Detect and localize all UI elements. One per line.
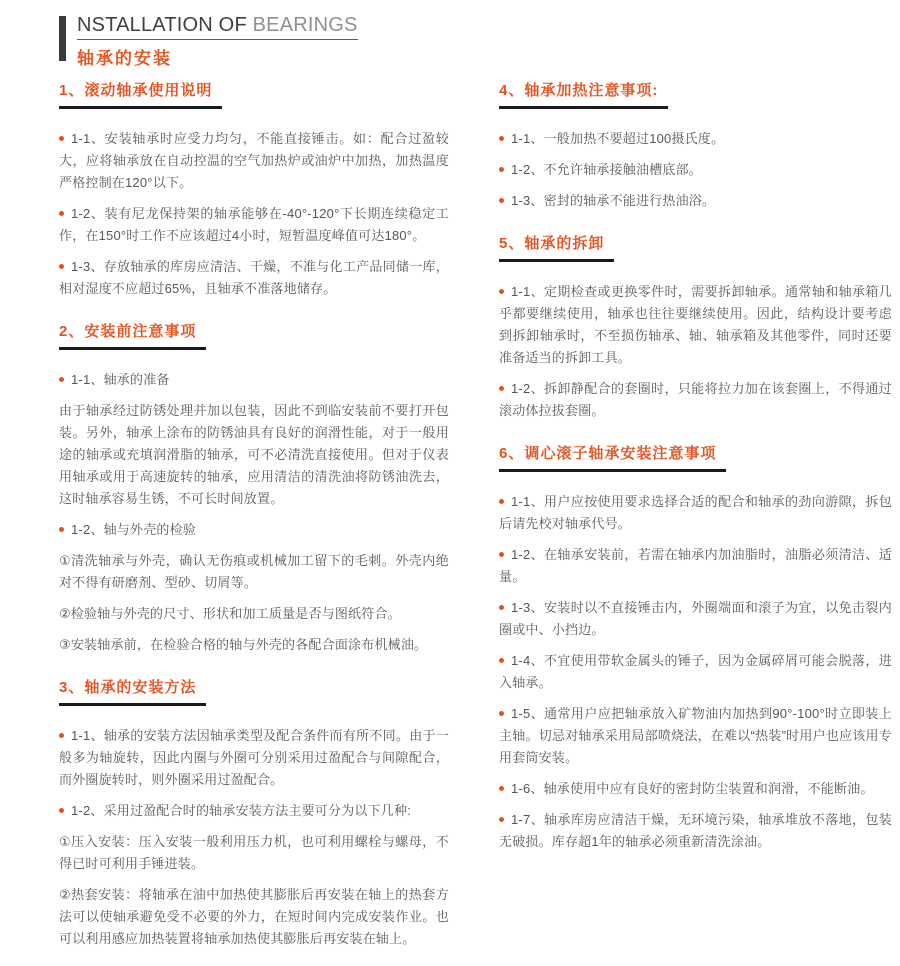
item-text: 1-2、采用过盈配合时的轴承安装方法主要可分为以下几种: [71,803,412,818]
section-heading: 1、滚动轴承使用说明 [59,79,222,109]
item-text: 1-6、轴承使用中应有良好的密封防尘装置和润滑，不能断油。 [511,781,874,796]
section [499,79,892,212]
item-text: 1-4、不宜使用带软金属头的锤子，因为金属碎屑可能会脱落，进入轴承。 [499,653,892,690]
section-heading: 3、轴承的安装方法 [59,676,206,706]
item-text: 1-1、用户应按使用要求选择合适的配合和轴承的劲向游隙，拆包后请先校对轴承代号。 [499,494,892,531]
bullet-item [499,544,892,588]
bullet-item [499,159,892,181]
bullet-icon [499,198,504,203]
bullet-item [499,597,892,641]
section [59,676,449,950]
bullet-item [499,778,892,800]
paragraph [59,603,449,625]
item-text: 1-1、定期检查或更换零件时，需要拆卸轴承。通常轴和轴承箱几乎都要继续使用，轴承也往往要继续使用。因此，结构设计要考虑到拆卸轴承时，不至损伤轴承、轴、轴承箱及其他零件，同时还要准备适当的拆卸工具。 [499,284,892,365]
paragraph [59,634,449,656]
section [59,320,449,656]
bullet-item [499,378,892,422]
bullet-item [59,800,449,822]
bullet-icon [59,264,64,269]
bullet-icon [499,658,504,663]
section [499,232,892,422]
bullet-icon [499,499,504,504]
bullet-icon [59,377,64,382]
bullet-icon [499,136,504,141]
paragraph [59,831,449,875]
bullet-icon [59,527,64,532]
bullet-icon [59,136,64,141]
item-text: ①清洗轴承与外壳，确认无伤痕或机械加工留下的毛刺。外壳内绝对不得有研磨剂、型砂、切屑等。 [59,553,449,590]
section-heading: 2、安装前注意事项 [59,320,206,350]
bullet-item [499,650,892,694]
item-text: 1-1、一般加热不要超过100摄氏度。 [511,131,725,146]
bullet-item [499,703,892,769]
paragraph [59,550,449,594]
section-heading: 4、轴承加热注意事项: [499,79,668,109]
title-accent-bar [59,16,66,61]
bullet-icon [59,808,64,813]
item-text: ②检验轴与外壳的尺寸、形状和加工质量是否与图纸符合。 [59,606,401,621]
item-text: 1-2、不允许轴承接触油槽底部。 [511,162,702,177]
bullet-icon [499,167,504,172]
bullet-icon [499,386,504,391]
bullet-item [59,369,449,391]
item-text: 1-1、轴承的安装方法因轴承类型及配合条件而有所不同。由于一般多为轴旋转，因此内圈与外圈可分别采用过盈配合与间隙配合，而外圈旋转时，则外圈采用过盈配合。 [59,728,449,787]
item-text: 1-3、密封的轴承不能进行热油浴。 [511,193,716,208]
page-header [59,14,358,69]
section [59,79,449,300]
bullet-item [499,491,892,535]
bullet-icon [499,711,504,716]
item-text: 1-3、安装时以不直接锤击内，外圈端面和滚子为宜，以免击裂内圈或中、小挡边。 [499,600,892,637]
bullet-item [59,725,449,791]
item-text: 1-2、装有尼龙保持架的轴承能够在-40°-120°下长期连续稳定工作，在150°时工作不应该超过4小时，短暂温度峰值可达180°。 [59,206,449,243]
item-text: 1-2、轴与外壳的检验 [71,522,196,537]
left-column [59,79,449,966]
item-text: 由于轴承经过防锈处理并加以包装，因此不到临安装前不要打开包装。另外，轴承上涂布的防锈油具有良好的润滑性能，对于一般用途的轴承或充填润滑脂的轴承，可不必清洗直接使用。但对于仪表用轴承或用于高速旋转的轴承，应用清洁的清洗油将防锈油洗去，这时轴承容易生锈，不可长时间放置。 [59,403,449,506]
section [499,442,892,853]
bullet-item [59,203,449,247]
bullet-icon [499,552,504,557]
title-en-light: BEARINGS [252,14,358,36]
item-text: 1-3、存放轴承的库房应清洁、干燥，不准与化工产品同储一库，相对湿度不应超过65%，且轴承不准落地储存。 [59,259,449,296]
item-text: ③安装轴承前，在检验合格的轴与外壳的各配合面涂布机械油。 [59,637,428,652]
bullet-item [499,281,892,369]
item-text: ②热套安装：将轴承在油中加热使其膨胀后再安装在轴上的热套方法可以使轴承避免受不必要的外力，在短时间内完成安装作业。也可以利用感应加热装置将轴承加热使其膨胀后再安装在轴上。 [59,887,449,946]
right-column [499,79,892,966]
bullet-icon [499,786,504,791]
item-text: ①压入安装：压入安装一般利用压力机，也可利用螺栓与螺母，不得已时可利用手锤进装。 [59,834,449,871]
bullet-icon [499,605,504,610]
page-title-en [77,14,358,40]
section-heading: 5、轴承的拆卸 [499,232,614,262]
item-text: 1-7、轴承库房应清洁干燥，无环境污染，轴承堆放不落地，包装无破损。库存超1年的轴承必须重新清洗涂油。 [499,812,892,849]
paragraph [59,400,449,510]
title-en-dark: NSTALLATION OF [77,14,247,36]
bullet-item [499,809,892,853]
item-text: 1-2、在轴承安装前，若需在轴承内加油脂时，油脂必须清洁、适量。 [499,547,892,584]
bullet-icon [499,817,504,822]
bullet-icon [59,733,64,738]
content-columns [59,79,892,966]
bullet-icon [499,289,504,294]
bullet-item [499,190,892,212]
item-text: 1-1、轴承的准备 [71,372,170,387]
bullet-item [59,128,449,194]
item-text: 1-5、通常用户应把轴承放入矿物油内加热到90°-100°时立即装上主轴。切忌对轴承采用局部喷烧法，在难以“热装”时用户也应该用专用套筒安装。 [499,706,892,765]
bullet-item [59,519,449,541]
paragraph [59,884,449,950]
bullet-icon [59,211,64,216]
bullet-item [499,128,892,150]
item-text: 1-1、安装轴承时应受力均匀，不能直接锤击。如：配合过盈较大，应将轴承放在自动控温的空气加热炉或油炉中加热，加热温度严格控制在120°以下。 [59,131,449,190]
title-block [77,14,358,69]
item-text: 1-2、拆卸静配合的套圈时，只能将拉力加在该套圈上，不得通过滚动体拉拔套圈。 [499,381,892,418]
page-title-zh: 轴承的安装 [77,49,172,68]
bullet-item [59,256,449,300]
section-heading: 6、调心滚子轴承安装注意事项 [499,442,726,472]
